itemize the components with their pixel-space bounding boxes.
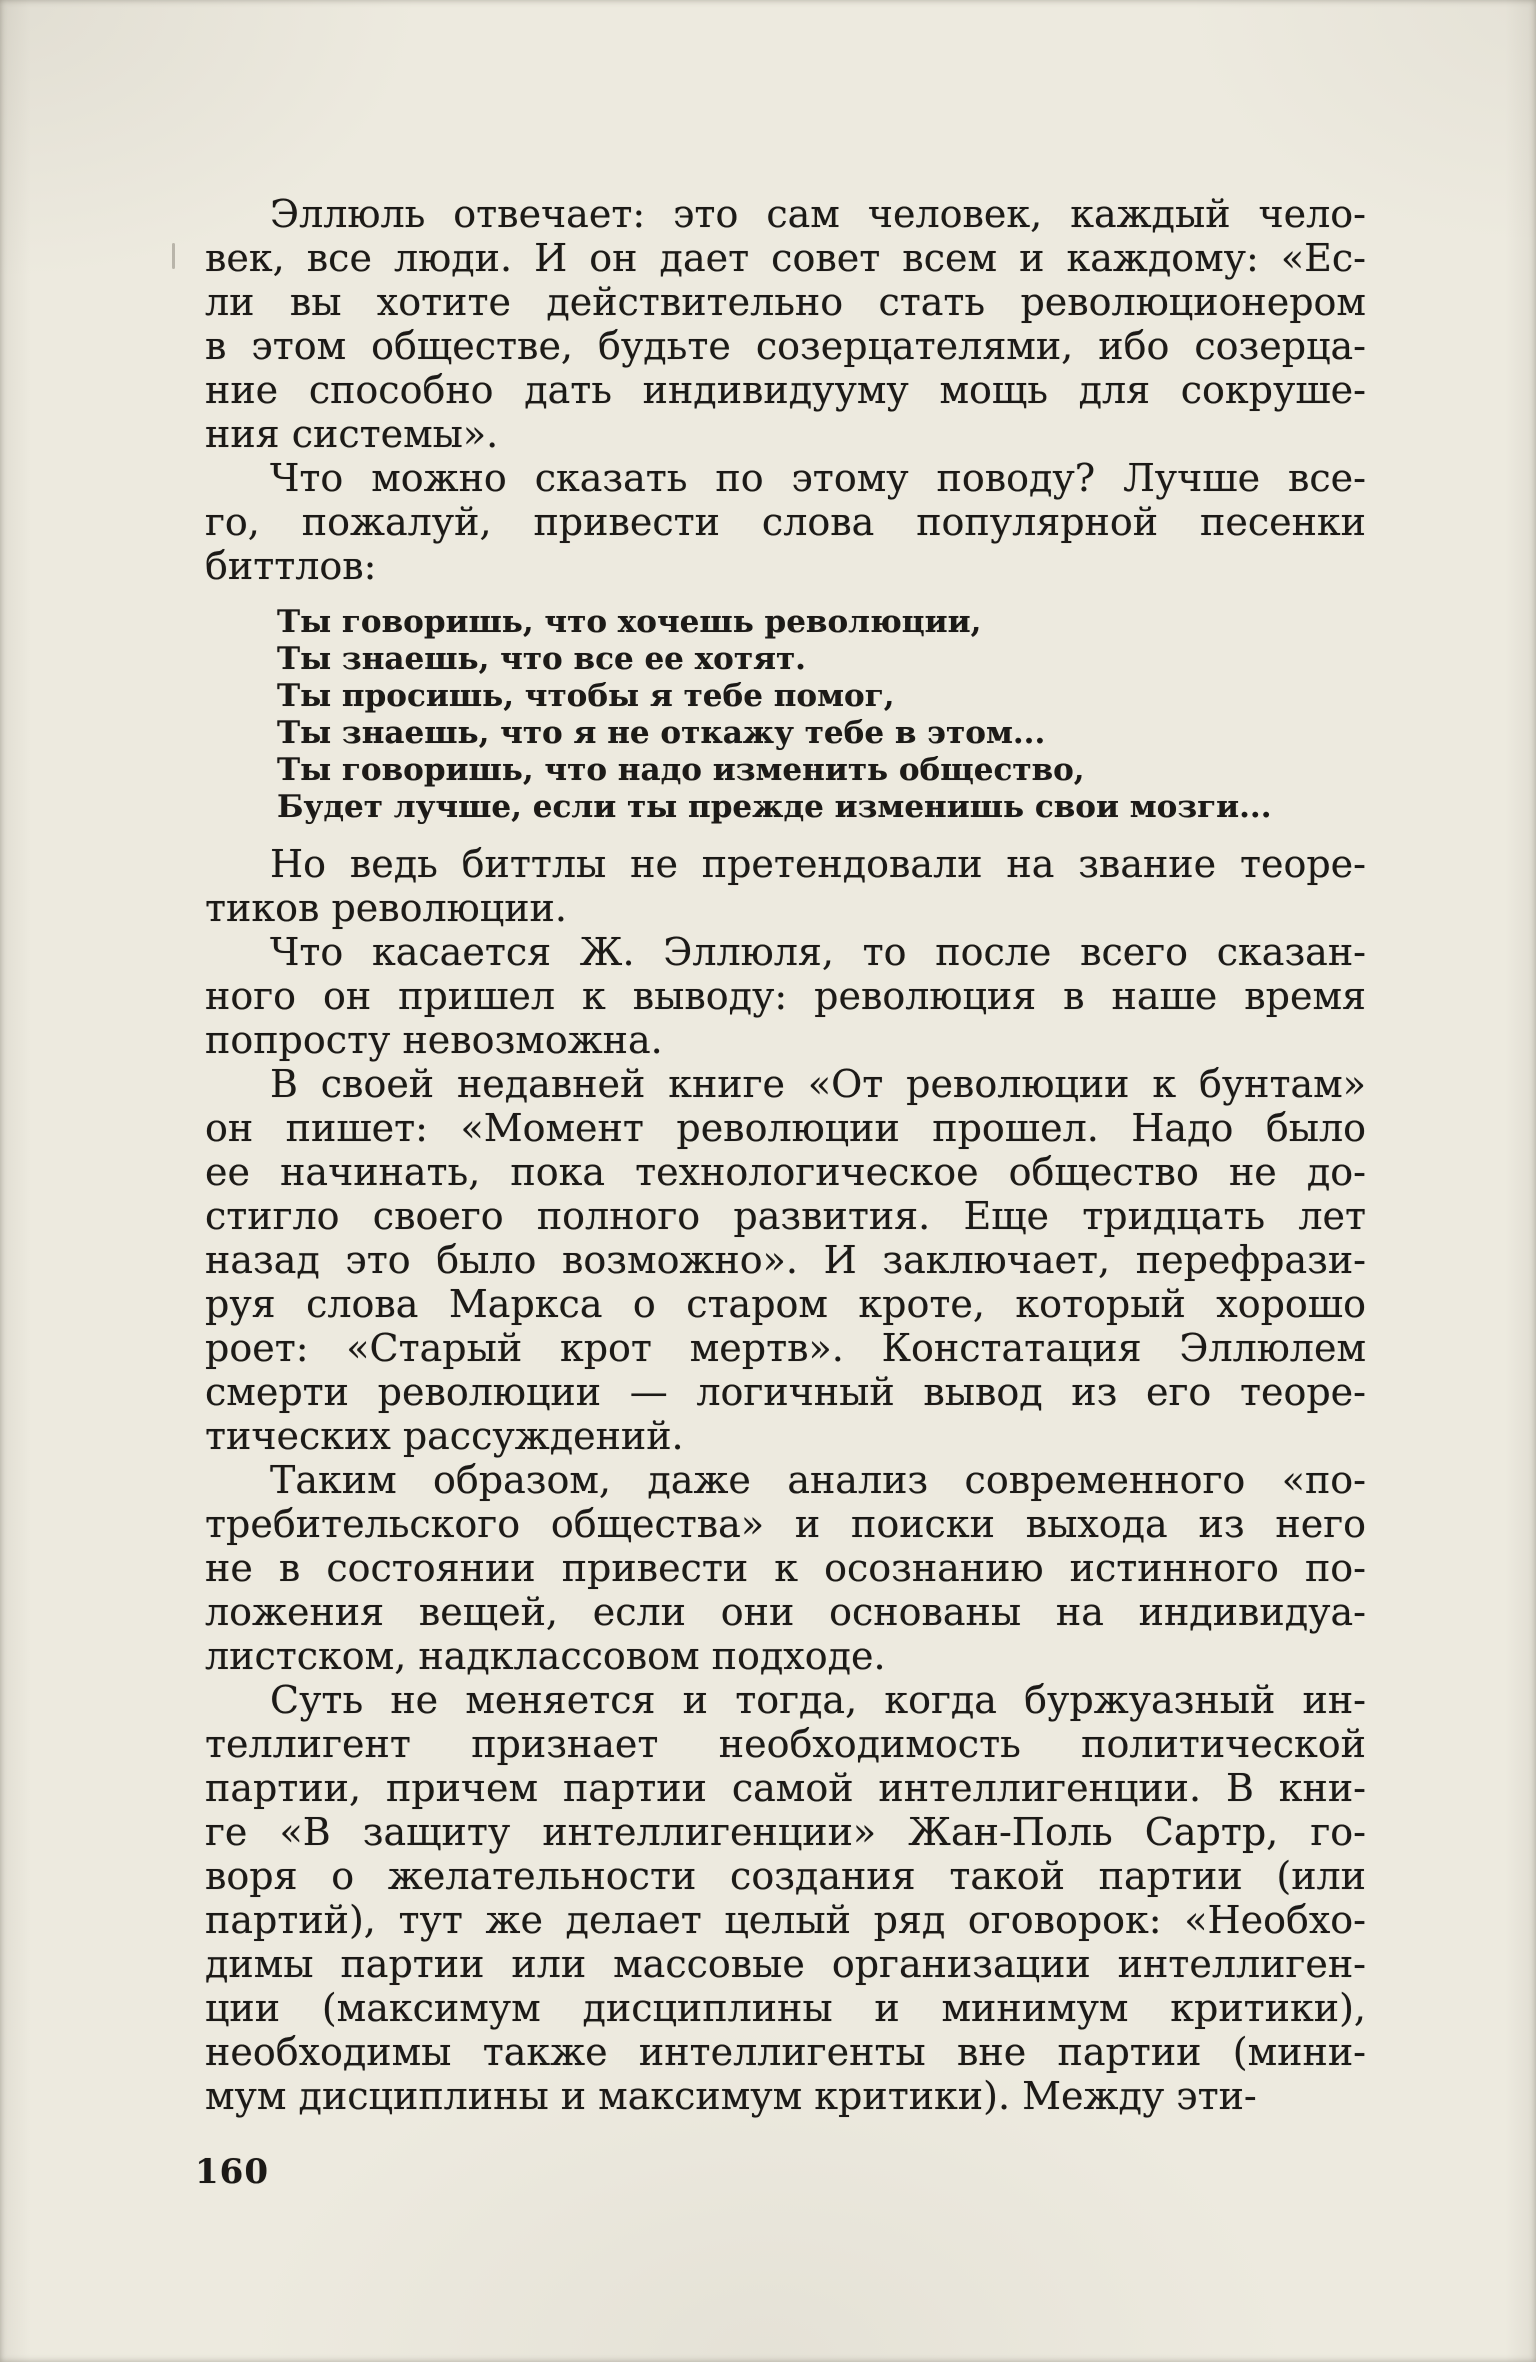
text-line: роет: «Старый крот мертв». Констатация Эллюлем: [205, 1326, 1366, 1370]
text-line: Суть не меняется и тогда, когда буржуазный ин-: [270, 1678, 1366, 1722]
text-line: го, пожалуй, привести слова популярной песенки: [205, 500, 1366, 544]
text-block: [195, 192, 1366, 2192]
text-line: он пишет: «Момент революции прошел. Надо было: [205, 1106, 1366, 1150]
text-line: Эллюль отвечает: это сам человек, каждый чело-: [270, 192, 1366, 236]
verse-block: [277, 604, 1366, 826]
text-line: мум дисциплины и максимум критики). Между эти-: [205, 2074, 1257, 2118]
text-line: тических рассуждений.: [205, 1414, 684, 1458]
paragraph: [205, 1678, 1366, 2118]
text-line: Будет лучше, если ты прежде изменишь свои мозги...: [277, 789, 1272, 825]
text-body: [205, 192, 1366, 2118]
text-line: биттлов:: [205, 544, 377, 588]
text-line: стигло своего полного развития. Еще тридцать лет: [205, 1194, 1366, 1238]
text-line: в этом обществе, будьте созерцателями, ибо созерца-: [205, 324, 1366, 368]
text-line: В своей недавней книге «От революции к бунтам»: [270, 1062, 1366, 1106]
text-line: Ты говоришь, что надо изменить общество,: [277, 752, 1085, 788]
text-line: Ты знаешь, что все ее хотят.: [277, 641, 806, 677]
text-line: не в состоянии привести к осознанию истинного по-: [205, 1546, 1366, 1590]
text-line: тиков революции.: [205, 886, 567, 930]
text-line: ли вы хотите действительно стать революционером: [205, 280, 1366, 324]
page-number: 160: [195, 2152, 269, 2192]
text-line: ции (максимум дисциплины и минимум критики),: [205, 1986, 1366, 2030]
text-line: Но ведь биттлы не претендовали на звание теоре-: [270, 842, 1366, 886]
text-line: Ты говоришь, что хочешь революции,: [277, 604, 982, 640]
text-line: Ты знаешь, что я не откажу тебе в этом...: [277, 715, 1046, 751]
text-line: Что можно сказать по этому поводу? Лучше все-: [270, 456, 1366, 500]
text-line: руя слова Маркса о старом кроте, который хорошо: [205, 1282, 1366, 1326]
paragraph: [205, 1458, 1366, 1678]
text-line: ния системы».: [205, 412, 499, 456]
text-line: смерти революции — логичный вывод из его теоре-: [205, 1370, 1366, 1414]
text-line: требительского общества» и поиски выхода из него: [205, 1502, 1366, 1546]
text-line: димы партии или массовые организации интеллиген-: [205, 1942, 1366, 1986]
text-line: Таким образом, даже анализ современного «по-: [270, 1458, 1366, 1502]
text-line: воря о желательности создания такой партии (или: [205, 1854, 1366, 1898]
text-line: назад это было возможно». И заключает, перефрази-: [205, 1238, 1366, 1282]
text-line: ге «В защиту интеллигенции» Жан-Поль Сартр, го-: [205, 1810, 1366, 1854]
paragraph: [205, 842, 1366, 930]
text-line: партий), тут же делает целый ряд оговорок: «Необхо-: [205, 1898, 1366, 1942]
paragraph: [205, 1062, 1366, 1458]
text-line: век, все люди. И он дает совет всем и каждому: «Ес-: [205, 236, 1366, 280]
text-line: Ты просишь, чтобы я тебе помог,: [277, 678, 895, 714]
paragraph: [205, 192, 1366, 456]
text-line: ее начинать, пока технологическое общество не до-: [205, 1150, 1366, 1194]
text-line: необходимы также интеллигенты вне партии (мини-: [205, 2030, 1366, 2074]
text-line: попросту невозможна.: [205, 1018, 663, 1062]
text-line: ние способно дать индивидууму мощь для сокруше-: [205, 368, 1366, 412]
paragraph: [205, 456, 1366, 588]
text-line: партии, причем партии самой интеллигенции. В кни-: [205, 1766, 1366, 1810]
paragraph: [205, 930, 1366, 1062]
text-line: теллигент признает необходимость политической: [205, 1722, 1366, 1766]
scan-artifact-mark: [172, 243, 175, 269]
text-line: ложения вещей, если они основаны на индивидуа-: [205, 1590, 1366, 1634]
text-line: ного он пришел к выводу: революция в наше время: [205, 974, 1366, 1018]
text-line: Что касается Ж. Эллюля, то после всего сказан-: [270, 930, 1366, 974]
text-line: листском, надклассовом подходе.: [205, 1634, 886, 1678]
